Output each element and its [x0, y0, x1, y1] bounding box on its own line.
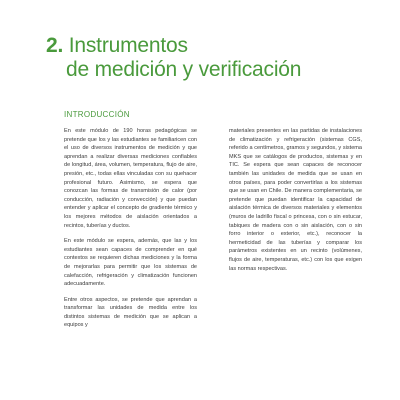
section-heading: INTRODUCCIÓN — [64, 110, 130, 119]
text-column-left — [64, 127, 197, 337]
paragraph: En este módulo se espera, además, que las y los estudiantes sean capaces de comprender en qué contextos se requieren dichas mediciones y la forma de mejorarlas para permitir que los sistemas de calefacción, refrigeración y climatización funcionen adecuadamente. — [64, 238, 197, 288]
paragraph: Entre otros aspectos, se pretende que aprendan a transformar las unidades de medida entre los distintos sistemas de medición que se aplican a equipos y — [64, 296, 197, 329]
page-title — [46, 34, 301, 82]
paragraph: En este módulo de 190 horas pedagógicas se pretende que los y las estudiantes se familiaricen con el uso de diversos instrumentos de medición y que aprendan a realizar diversas mediciones confiables de longitud, área, volumen, temperatura, flujo de aire, presión, etc., todas ellas vinculadas con su quehacer profesional futuro. Asimismo, se espera que conozcan las formas de transmisión de calor (por conducción, radiación y convección) y que puedan entender y aplicar el concepto de gradiente térmico y los mejores métodos de aislación orientados a recintos, tuberías y ductos. — [64, 128, 197, 229]
paragraph: materiales presentes en las partidas de instalaciones de climatización y refrigeración (sistemas CGS, referido a centímetros, gramos y segundos, y sistema MKS que se catálogos de productos, sistemas y en TIC. Se espera que sean capaces de reconocer también las unidades de medida que se usan en otros países, para poder convertirlas a los sistemas que se usan en Chile. De manera complementaria, se pretende que puedan identificar la capacidad de aislación térmica de diversos materiales y elementos (muros de ladrillo fiscal o princesa, con o sin estucar, tabiques de madera con o sin aislación, con o sin forro interior o exterior, etc.), reconocer la hermeticidad de las tuberías y comparar los parámetros existentes en un recinto (volúmenes, flujos de aire, temperaturas, etc.) con los que exigen las normas respectivas. — [229, 128, 362, 272]
chapter-number: 2. — [46, 34, 64, 57]
title-line-1: Instrumentos — [68, 34, 188, 57]
title-line-2: de medición y verificación — [66, 58, 302, 81]
text-column-right — [229, 127, 362, 280]
